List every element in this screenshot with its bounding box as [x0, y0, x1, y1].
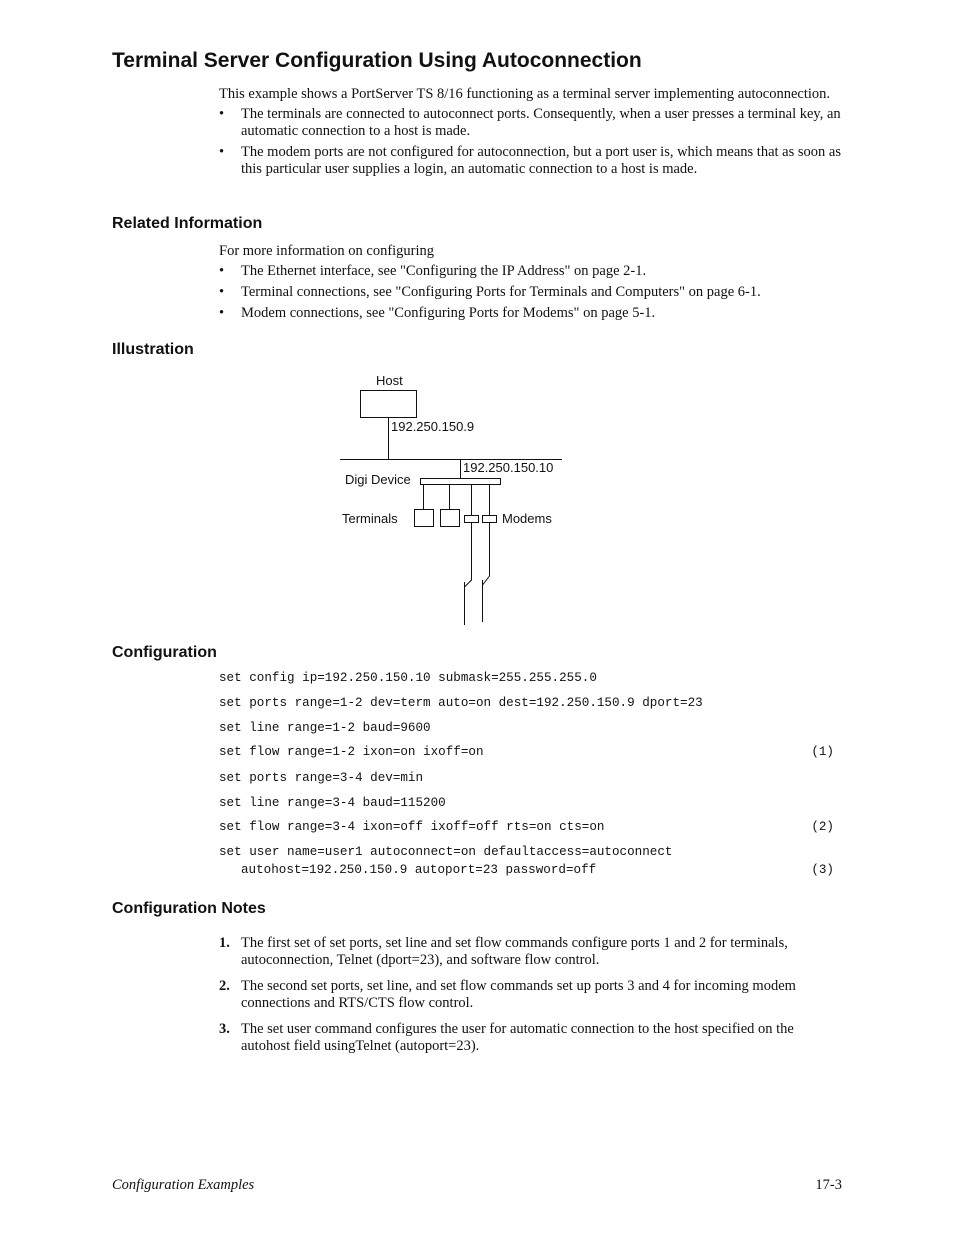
bullet-mark: • [219, 106, 225, 122]
terminal-2-box [441, 510, 460, 527]
terminals-label: Terminals [342, 511, 398, 526]
config-command: set flow range=1-2 ixon=on ixoff=on [219, 745, 484, 759]
notes-heading: Configuration Notes [112, 900, 266, 917]
configuration-heading: Configuration [112, 644, 217, 661]
modem-1-box [465, 516, 479, 523]
config-line [219, 744, 839, 760]
note-item [219, 935, 841, 969]
config-command: set flow range=3-4 ixon=off ixoff=off rts=on cts=on [219, 820, 605, 834]
note-number: 3. [219, 1021, 230, 1037]
config-command: set line range=3-4 baud=115200 [219, 796, 446, 810]
device-label: Digi Device [345, 472, 411, 487]
config-ref: (2) [811, 820, 834, 834]
note-item [219, 1021, 841, 1055]
config-command: set user name=user1 autoconnect=on defaultaccess=autoconnect [219, 845, 673, 859]
phone-line-1 [465, 523, 472, 625]
note-text: The second set ports, set line, and set flow commands set up ports 3 and 4 for incoming modem connections and RTS/CTS flow control. [241, 978, 796, 1011]
related-heading: Related Information [112, 215, 263, 232]
host-box [361, 391, 417, 418]
note-number: 2. [219, 978, 230, 994]
host-label: Host [376, 373, 403, 388]
note-number: 1. [219, 935, 230, 951]
terminal-1-box [415, 510, 434, 527]
modem-2-box [483, 516, 497, 523]
notes-section [219, 935, 841, 1055]
intro-bullet-text: The modem ports are not configured for autoconnection, but a port user is, which means that as soon as this particular user supplies a login, an automatic connection to a host is made. [241, 144, 841, 177]
bullet-mark: • [219, 305, 225, 321]
bullet-mark: • [219, 263, 225, 279]
related-bullet-text: The Ethernet interface, see "Configuring the IP Address" on page 2-1. [241, 263, 647, 279]
config-ref: (1) [811, 745, 834, 759]
footer-section-title: Configuration Examples [112, 1177, 255, 1193]
config-line [219, 844, 839, 860]
related-bullet-text: Terminal connections, see "Configuring Ports for Terminals and Computers" on page 6-1. [241, 284, 761, 300]
note-text: The set user command configures the user for automatic connection to the host specified on the autohost field usingTelnet (autoport=23). [241, 1021, 794, 1054]
page-title: Terminal Server Configuration Using Autoconnection [112, 49, 642, 72]
note-text: The first set of set ports, set line and set flow commands configure ports 1 and 2 for terminals, autoconnection, Telnet (dport=23), and software flow control. [241, 935, 788, 968]
config-line [219, 795, 839, 811]
config-command: autohost=192.250.150.9 autoport=23 password=off [241, 863, 597, 877]
illustration-heading: Illustration [112, 341, 194, 358]
digi-device-box [421, 479, 501, 485]
bullet-mark: • [219, 284, 225, 300]
config-command: set line range=1-2 baud=9600 [219, 721, 431, 735]
config-line [219, 720, 839, 736]
phone-line-2 [483, 523, 490, 622]
config-command: set config ip=192.250.150.10 submask=255.255.255.0 [219, 671, 597, 685]
intro-bullet-text: The terminals are connected to autoconnect ports. Consequently, when a user presses a terminal key, an automatic connection to a host is made. [241, 106, 841, 139]
config-command: set ports range=1-2 dev=term auto=on dest=192.250.150.9 dport=23 [219, 696, 703, 710]
config-command: set ports range=3-4 dev=min [219, 771, 424, 785]
note-item [219, 978, 841, 1012]
config-line [219, 819, 839, 835]
related-bullet-text: Modem connections, see "Configuring Ports for Modems" on page 5-1. [241, 305, 656, 321]
modems-label: Modems [502, 511, 552, 526]
intro-paragraph: This example shows a PortServer TS 8/16 functioning as a terminal server implementing autoconnection. [219, 86, 831, 102]
host-ip-label: 192.250.150.9 [391, 419, 475, 434]
footer-page-number: 17-3 [815, 1177, 842, 1193]
config-line [219, 695, 839, 711]
device-ip-label: 192.250.150.10 [463, 460, 554, 475]
bullet-mark: • [219, 144, 225, 160]
config-ref: (3) [811, 863, 834, 877]
config-line [219, 770, 839, 786]
config-line [219, 862, 839, 878]
config-line [219, 670, 839, 686]
related-lead: For more information on configuring [219, 243, 435, 259]
